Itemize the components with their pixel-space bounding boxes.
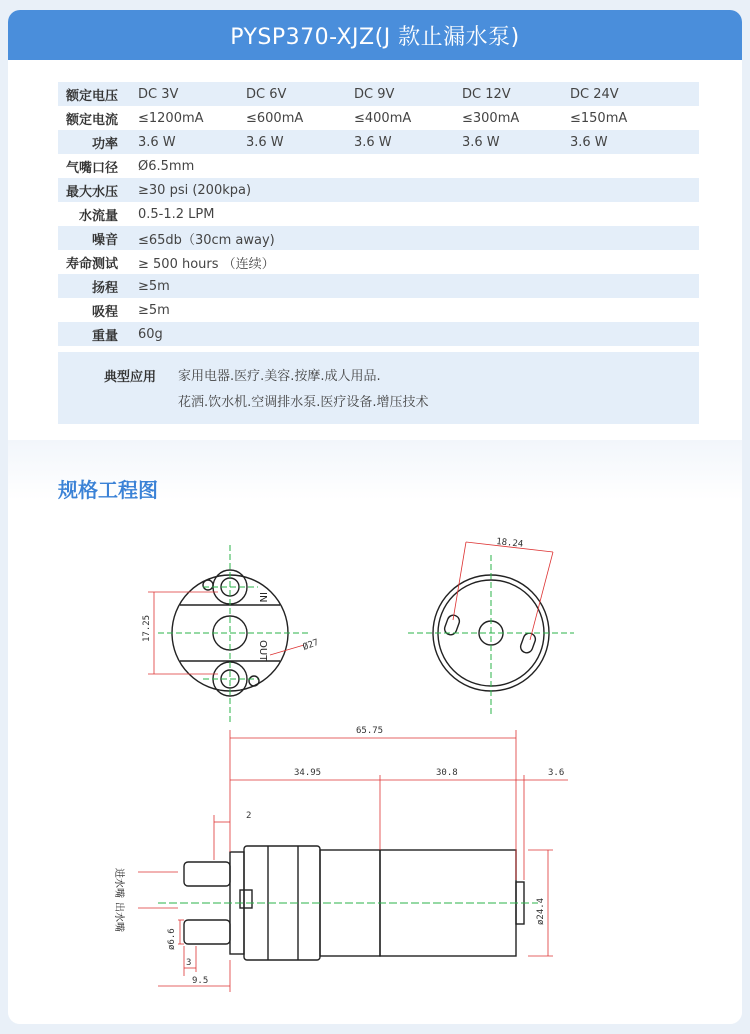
applications-line-1: 家用电器.医疗.美容.按摩.成人用品. bbox=[178, 369, 381, 384]
dim-offset: 2 bbox=[246, 811, 252, 821]
dim-total-length: 65.75 bbox=[356, 726, 384, 736]
dim-nozzle-diameter: ø6.6 bbox=[167, 928, 177, 950]
spec-value: 0.5-1.2 LPM bbox=[138, 206, 215, 222]
drawing-section bbox=[8, 440, 742, 1024]
spec-label: 噪音 bbox=[91, 232, 118, 248]
dim-length-a: 34.95 bbox=[294, 768, 322, 778]
spec-value: DC 6V bbox=[246, 86, 287, 102]
page-title: PYSP370-XJZ(J 款止漏水泵) bbox=[8, 10, 742, 60]
spec-value: ≥ 500 hours （连续） bbox=[138, 256, 275, 272]
spec-value: ≤300mA bbox=[462, 110, 520, 126]
front-view-centerlines bbox=[158, 545, 308, 725]
spec-value: 3.6 W bbox=[462, 134, 500, 150]
spec-value: ≤1200mA bbox=[138, 110, 204, 126]
spec-label: 功率 bbox=[91, 136, 118, 152]
spec-value: ≥5m bbox=[138, 302, 170, 318]
spec-row bbox=[58, 178, 699, 202]
spec-label: 吸程 bbox=[91, 304, 118, 320]
spec-value: 3.6 W bbox=[138, 134, 176, 150]
spec-value: DC 3V bbox=[138, 86, 179, 102]
spec-row bbox=[58, 274, 699, 298]
spec-row bbox=[58, 250, 699, 274]
dim-length-c: 3.6 bbox=[548, 768, 565, 778]
spec-value: ≤150mA bbox=[570, 110, 628, 126]
applications-line-2: 花洒.饮水机.空调排水泵.医疗设备.增压技术 bbox=[178, 395, 429, 410]
spec-label: 最大水压 bbox=[65, 184, 118, 200]
applications-label: 典型应用 bbox=[103, 370, 156, 385]
spec-row bbox=[58, 82, 699, 106]
spec-label: 水流量 bbox=[78, 208, 118, 224]
engineering-drawing bbox=[8, 440, 742, 1024]
spec-row bbox=[58, 130, 699, 154]
spec-value: ≤400mA bbox=[354, 110, 412, 126]
spec-row bbox=[58, 154, 699, 178]
spec-value: DC 24V bbox=[570, 86, 619, 102]
spec-value: 3.6 W bbox=[354, 134, 392, 150]
dim-body-diameter: ø24.4 bbox=[536, 897, 546, 925]
spec-value: ≥5m bbox=[138, 278, 170, 294]
port-label-in: IN bbox=[257, 592, 268, 603]
spec-value: DC 9V bbox=[354, 86, 395, 102]
dim-height-left: 17.25 bbox=[142, 614, 152, 642]
spec-value: 3.6 W bbox=[570, 134, 608, 150]
spec-value: ≥30 psi (200kpa) bbox=[138, 182, 252, 198]
port-label-out: OUT bbox=[257, 640, 268, 662]
spec-value: ≤600mA bbox=[246, 110, 304, 126]
product-card bbox=[8, 10, 742, 1024]
spec-row bbox=[58, 202, 699, 226]
spec-row bbox=[58, 226, 699, 250]
section-title: 规格工程图 bbox=[58, 478, 158, 502]
spec-row bbox=[58, 106, 699, 130]
spec-row bbox=[58, 322, 699, 346]
spec-value: 3.6 W bbox=[246, 134, 284, 150]
spec-label: 重量 bbox=[91, 328, 118, 344]
spec-label: 寿命测试 bbox=[65, 256, 118, 272]
spec-value: ≤65db（30cm away) bbox=[138, 232, 275, 248]
rear-view-dims bbox=[453, 542, 553, 640]
spec-label: 额定电流 bbox=[65, 112, 118, 128]
spec-table bbox=[58, 82, 699, 346]
spec-value: 60g bbox=[138, 326, 163, 342]
spec-label: 扬程 bbox=[91, 280, 118, 296]
spec-value: Ø6.5mm bbox=[138, 158, 195, 174]
dim-width-right: 18.24 bbox=[495, 537, 524, 550]
dim-ring-diameter: Ø27 bbox=[301, 637, 321, 653]
spec-label: 额定电压 bbox=[65, 88, 118, 104]
dim-nozzle-length: 9.5 bbox=[192, 976, 209, 986]
spec-value: DC 12V bbox=[462, 86, 511, 102]
nozzle-label-in: 进水嘴 bbox=[113, 868, 124, 898]
spec-label: 气嘴口径 bbox=[65, 160, 118, 176]
dim-length-b: 30.8 bbox=[436, 768, 458, 778]
spec-row bbox=[58, 298, 699, 322]
dim-nozzle-gap: 3 bbox=[186, 958, 192, 968]
applications-box bbox=[58, 352, 699, 424]
nozzle-label-out: 出水嘴 bbox=[113, 902, 124, 932]
side-view-dims bbox=[138, 730, 568, 992]
